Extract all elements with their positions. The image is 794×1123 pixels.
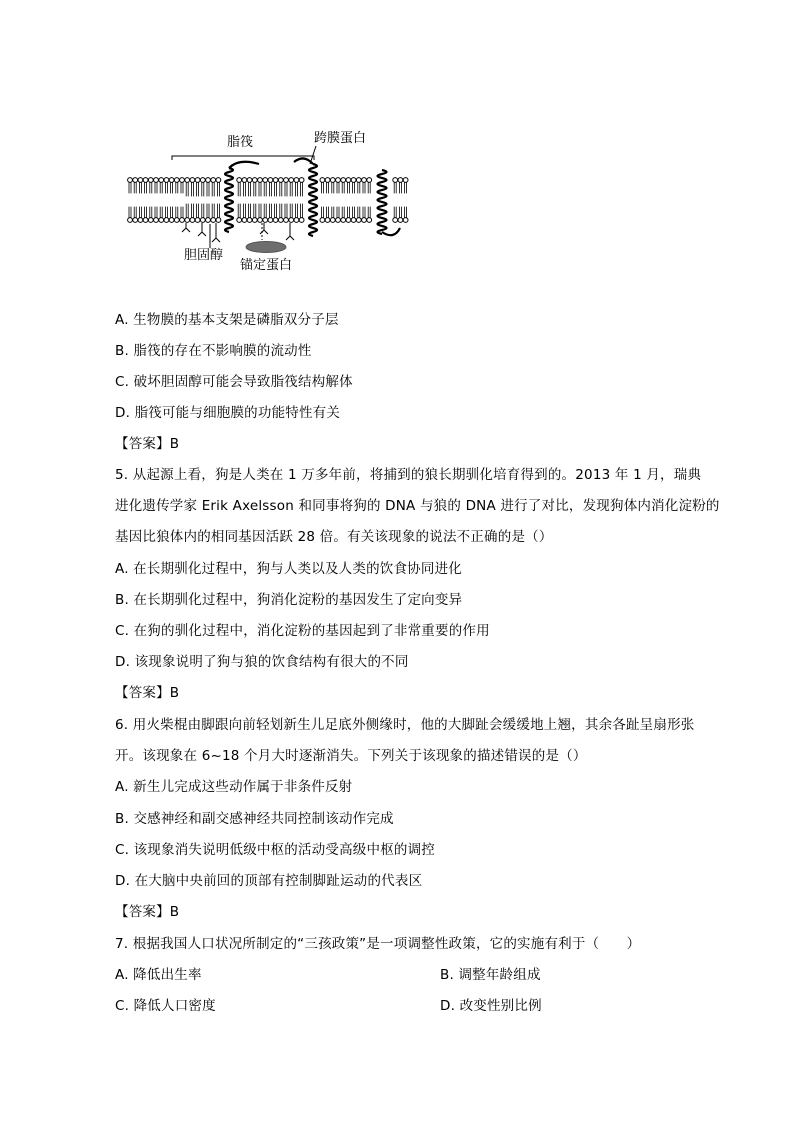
q7-option-b: B. 调整年龄组成 (440, 967, 541, 983)
phospholipid-tail (150, 182, 152, 193)
phospholipid-head (284, 218, 289, 223)
phospholipid-head (346, 178, 351, 183)
phospholipid-tail (327, 207, 329, 218)
phospholipid-tail (176, 207, 178, 218)
phospholipid-tail (134, 182, 136, 193)
phospholipid-tail (243, 182, 245, 196)
cholesterol-mark (198, 223, 206, 236)
phospholipid-head (398, 218, 403, 223)
cholesterol-mark (286, 223, 294, 240)
phospholipid-head (174, 178, 179, 183)
phospholipid-tail (249, 182, 251, 196)
phospholipid-head (169, 178, 174, 183)
q5-stem-line-2: 进化遗传学家 Erik Axelsson 和同事将狗的 DNA 与狼的 DNA 进行了对比，发现狗体内消化淀粉的 (115, 498, 720, 514)
phospholipid-tail (269, 182, 271, 196)
phospholipid-head (294, 218, 299, 223)
phospholipid-tail (399, 207, 401, 218)
phospholipid-tail (347, 207, 349, 218)
phospholipid-tail (280, 204, 282, 218)
phospholipid-head (169, 218, 174, 223)
phospholipid-head (294, 178, 299, 183)
phospholipid-tail (243, 204, 245, 218)
q5-option-b: B. 在长期驯化过程中，狗消化淀粉的基因发生了定向变异 (115, 592, 463, 608)
phospholipid-head (190, 218, 195, 223)
phospholipid-tail (129, 207, 131, 218)
phospholipid-tail (150, 207, 152, 218)
phospholipid-head (351, 178, 356, 183)
phospholipid-tail (145, 182, 147, 193)
phospholipid-head (195, 218, 200, 223)
phospholipid-head (247, 178, 252, 183)
phospholipid-head (299, 218, 304, 223)
phospholipid-head (185, 218, 190, 223)
phospholipid-head (242, 178, 247, 183)
phospholipid-head (263, 178, 268, 183)
phospholipid-tail (171, 182, 173, 193)
cholesterol-mark (260, 223, 268, 234)
phospholipid-head (341, 178, 346, 183)
phospholipid-tail (321, 182, 323, 193)
phospholipid-tail (290, 182, 292, 196)
phospholipid-head (325, 218, 330, 223)
phospholipid-tail (337, 207, 339, 218)
q4-option-b: B. 脂筏的存在不影响膜的流动性 (115, 343, 312, 359)
phospholipid-tail (405, 207, 407, 218)
phospholipid-tail (269, 204, 271, 218)
phospholipid-head (362, 178, 367, 183)
phospholipid-tail (145, 207, 147, 218)
phospholipid-tail (212, 182, 214, 196)
phospholipid-tail (191, 182, 193, 196)
phospholipid-tail (368, 182, 370, 193)
phospholipid-tail (327, 182, 329, 193)
q7-option-a: A. 降低出生率 (115, 967, 202, 983)
q6-answer: 【答案】B (115, 904, 180, 920)
phospholipid-head (325, 178, 330, 183)
pointer-line (310, 146, 316, 164)
label-cholesterol: 胆固醇 (184, 248, 224, 263)
phospholipid-tail (290, 204, 292, 218)
phospholipid-tail (337, 182, 339, 193)
phospholipid-tail (368, 207, 370, 218)
phospholipid-tail (301, 204, 303, 218)
phospholipid-tail (259, 204, 261, 218)
phospholipid-tail (321, 207, 323, 218)
phospholipid-head (252, 178, 257, 183)
phospholipid-head (138, 218, 143, 223)
phospholipid-tail (358, 182, 360, 193)
phospholipid-head (237, 178, 242, 183)
phospholipid-tail (332, 207, 334, 218)
label-transmembrane-protein: 跨膜蛋白 (314, 131, 367, 146)
phospholipid-head (252, 218, 257, 223)
phospholipid-tail (332, 182, 334, 193)
phospholipid-tail (160, 182, 162, 193)
phospholipid-head (200, 178, 205, 183)
phospholipid-head (403, 218, 408, 223)
phospholipid-tail (197, 204, 199, 218)
phospholipid-tail (264, 182, 266, 196)
phospholipid-tail (155, 207, 157, 218)
phospholipid-head (237, 218, 242, 223)
phospholipid-tail (238, 204, 240, 218)
phospholipid-tail (363, 207, 365, 218)
phospholipid-tail (285, 204, 287, 218)
phospholipid-head (185, 178, 190, 183)
phospholipid-head (393, 218, 398, 223)
phospholipid-head (216, 178, 221, 183)
phospholipid-tail (353, 182, 355, 193)
q6-option-b: B. 交感神经和副交感神经共同控制该动作完成 (115, 811, 394, 827)
phospholipid-tail (254, 182, 256, 196)
phospholipid-head (211, 218, 216, 223)
phospholipid-head (336, 178, 341, 183)
q6-stem-line-1: 6. 用火柴棍由脚跟向前轻划新生儿足底外侧缘时，他的大脚趾会缓缓地上翘，其余各趾呈扇形张 (115, 717, 695, 733)
phospholipid-head (159, 178, 164, 183)
phospholipid-head (268, 178, 273, 183)
q6-option-c: C. 该现象消失说明低级中枢的活动受高级中枢的调控 (115, 842, 436, 858)
membrane-figure (124, 128, 414, 278)
phospholipid-head (200, 218, 205, 223)
q4-answer: 【答案】B (115, 436, 180, 452)
phospholipid-tail (139, 182, 141, 193)
phospholipid-head (206, 178, 211, 183)
phospholipid-head (148, 178, 153, 183)
phospholipid-tail (295, 204, 297, 218)
q5-stem-line-1: 5. 从起源上看，狗是人类在 1 万多年前，将捕到的狼长期驯化培育得到的。2013 年 1 月，瑞典 (115, 467, 702, 483)
phospholipid-head (289, 218, 294, 223)
phospholipid-tail (176, 182, 178, 193)
phospholipid-tail (134, 207, 136, 218)
phospholipid-tail (160, 207, 162, 218)
q4-option-a: A. 生物膜的基本支架是磷脂双分子层 (115, 312, 339, 328)
phospholipid-tail (394, 207, 396, 218)
phospholipid-head (330, 178, 335, 183)
membrane-diagram (124, 128, 414, 278)
phospholipid-head (174, 218, 179, 223)
phospholipid-head (195, 178, 200, 183)
phospholipid-tail (165, 207, 167, 218)
phospholipid-head (143, 218, 148, 223)
q5-option-a: A. 在长期驯化过程中，狗与人类以及人类的饮食协同进化 (115, 561, 462, 577)
phospholipid-tail (280, 182, 282, 196)
phospholipid-tail (254, 204, 256, 218)
phospholipid-tail (207, 204, 209, 218)
cholesterol-mark (212, 223, 220, 242)
q7-option-c: C. 降低人口密度 (115, 998, 216, 1014)
phospholipid-head (336, 218, 341, 223)
phospholipid-head (180, 178, 185, 183)
q5-option-c: C. 在狗的驯化过程中，消化淀粉的基因起到了非常重要的作用 (115, 623, 490, 639)
phospholipid-head (138, 178, 143, 183)
phospholipid-tail (342, 182, 344, 193)
phospholipid-tail (165, 182, 167, 193)
phospholipid-head (180, 218, 185, 223)
phospholipid-head (330, 218, 335, 223)
phospholipid-head (346, 218, 351, 223)
phospholipid-head (258, 178, 263, 183)
transmembrane-protein-right (378, 170, 387, 234)
phospholipid-tail (358, 207, 360, 218)
phospholipid-head (258, 218, 263, 223)
phospholipid-tail (285, 182, 287, 196)
phospholipid-head (367, 178, 372, 183)
q6-option-a: A. 新生儿完成这些动作属于非条件反射 (115, 779, 353, 795)
raft-bracket (172, 156, 314, 160)
phospholipid-tail (191, 204, 193, 218)
phospholipid-head (190, 178, 195, 183)
phospholipid-head (133, 178, 138, 183)
phospholipid-tail (301, 182, 303, 196)
phospholipid-head (263, 218, 268, 223)
phospholipid-tail (275, 204, 277, 218)
phospholipid-tail (207, 182, 209, 196)
phospholipid-tail (202, 182, 204, 196)
phospholipid-head (133, 218, 138, 223)
phospholipid-head (362, 218, 367, 223)
phospholipid-head (351, 218, 356, 223)
phospholipid-head (284, 178, 289, 183)
phospholipid-head (393, 178, 398, 183)
phospholipid-head (242, 218, 247, 223)
phospholipid-tail (353, 207, 355, 218)
phospholipid-head (273, 218, 278, 223)
phospholipid-head (367, 218, 372, 223)
phospholipid-head (148, 218, 153, 223)
q7-stem: 7. 根据我国人口状况所制定的“三孩政策”是一项调整性政策，它的实施有利于（ ） (115, 936, 641, 952)
raft-protein (225, 168, 233, 232)
phospholipid-tail (217, 204, 219, 218)
phospholipid-tail (217, 182, 219, 196)
q5-option-d: D. 该现象说明了狗与狼的饮食结构有很大的不同 (115, 654, 409, 670)
phospholipid-head (154, 178, 159, 183)
phospholipid-head (341, 218, 346, 223)
phospholipid-head (159, 218, 164, 223)
phospholipid-tail (347, 182, 349, 193)
phospholipid-tail (181, 207, 183, 218)
label-anchor-protein: 锚定蛋白 (240, 258, 293, 273)
raft-protein-loop (229, 162, 259, 168)
phospholipid-head (398, 178, 403, 183)
phospholipid-tail (186, 182, 188, 196)
phospholipid-tail (238, 182, 240, 196)
phospholipid-head (356, 218, 361, 223)
phospholipid-tail (139, 207, 141, 218)
phospholipid-tail (202, 204, 204, 218)
phospholipid-tail (197, 182, 199, 196)
phospholipid-head (278, 218, 283, 223)
cholesterol-mark (182, 223, 190, 232)
q4-option-c: C. 破坏胆固醇可能会导致脂筏结构解体 (115, 374, 353, 390)
q6-stem-line-2: 开。该现象在 6~18 个月大时逐渐消失。下列关于该现象的描述错误的是（） (115, 748, 587, 764)
q4-option-d: D. 脂筏可能与细胞膜的功能特性有关 (115, 405, 341, 421)
phospholipid-head (356, 178, 361, 183)
q5-answer: 【答案】B (115, 685, 180, 701)
anchor-protein-shape (246, 242, 286, 253)
phospholipid-head (403, 178, 408, 183)
phospholipid-tail (249, 204, 251, 218)
phospholipid-head (206, 218, 211, 223)
phospholipid-tail (394, 182, 396, 193)
phospholipid-head (289, 178, 294, 183)
phospholipid-tail (399, 182, 401, 193)
q5-stem-line-3: 基因比狼体内的相同基因活跃 28 倍。有关该现象的说法不正确的是（） (115, 529, 553, 545)
phospholipid-tail (405, 182, 407, 193)
phospholipid-head (128, 178, 133, 183)
q6-option-d: D. 在大脑中央前回的顶部有控制脚趾运动的代表区 (115, 873, 423, 889)
phospholipid-head (164, 218, 169, 223)
phospholipid-head (268, 218, 273, 223)
phospholipid-head (278, 178, 283, 183)
phospholipid-head (320, 218, 325, 223)
phospholipid-tail (275, 182, 277, 196)
phospholipid-tail (181, 182, 183, 193)
phospholipid-tail (155, 182, 157, 193)
phospholipid-tail (363, 182, 365, 193)
phospholipid-head (273, 178, 278, 183)
phospholipid-head (128, 218, 133, 223)
label-lipid-raft: 脂筏 (227, 135, 254, 150)
phospholipid-tail (295, 182, 297, 196)
phospholipid-tail (171, 207, 173, 218)
phospholipid-tail (186, 204, 188, 218)
phospholipid-tail (212, 204, 214, 218)
phospholipid-head (211, 178, 216, 183)
phospholipid-head (164, 178, 169, 183)
phospholipid-head (154, 218, 159, 223)
phospholipid-head (247, 218, 252, 223)
q7-option-d: D. 改变性别比例 (440, 998, 542, 1014)
phospholipid-head (320, 178, 325, 183)
phospholipid-head (143, 178, 148, 183)
phospholipid-tail (342, 207, 344, 218)
transmembrane-protein (309, 164, 317, 236)
phospholipid-head (216, 218, 221, 223)
phospholipid-tail (129, 182, 131, 193)
phospholipid-tail (259, 182, 261, 196)
phospholipid-tail (264, 204, 266, 218)
phospholipid-head (299, 178, 304, 183)
